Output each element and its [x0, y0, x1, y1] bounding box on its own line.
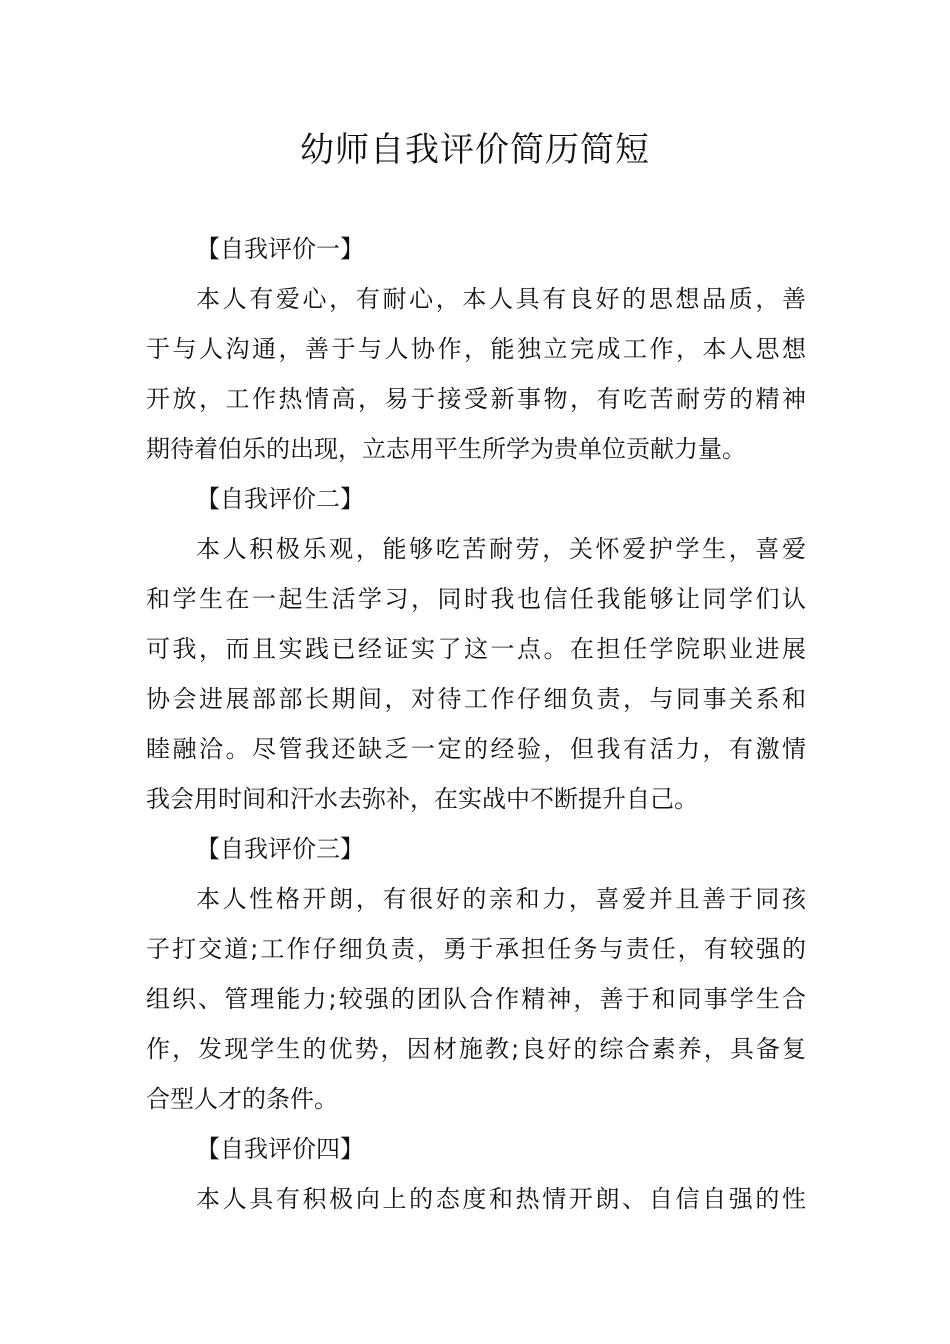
- section-paragraph-3: [146, 874, 806, 1124]
- paragraph-line: 合型人才的条件。: [146, 1085, 338, 1113]
- paragraph-line: 本人性格开朗，有很好的亲和力，喜爱并且善于同孩: [196, 885, 806, 913]
- paragraph-line: 组织、管理能力;较强的团队合作精神，善于和同事学生合: [146, 985, 806, 1013]
- paragraph-line: 本人积极乐观，能够吃苦耐劳，关怀爱护学生，喜爱: [196, 535, 806, 563]
- paragraph-line: 期待着伯乐的出现，立志用平生所学为贵单位贡献力量。: [146, 435, 746, 463]
- paragraph-line: 本人具有积极向上的态度和热情开朗、自信自强的性: [196, 1185, 806, 1213]
- section-paragraph-4: [146, 1174, 806, 1224]
- section-heading-2: 【自我评价二】: [196, 485, 364, 513]
- section-heading-4: 【自我评价四】: [196, 1135, 364, 1163]
- paragraph-line: 协会进展部部长期间，对待工作仔细负责，与同事关系和: [146, 685, 806, 713]
- paragraph-line: 于与人沟通，善于与人协作，能独立完成工作，本人思想: [146, 335, 806, 363]
- paragraph-line: 开放，工作热情高，易于接受新事物，有吃苦耐劳的精神: [146, 385, 806, 413]
- paragraph-line: 和学生在一起生活学习，同时我也信任我能够让同学们认: [146, 585, 806, 613]
- paragraph-line: 睦融洽。尽管我还缺乏一定的经验，但我有活力，有激情: [146, 735, 806, 763]
- section-heading-1: 【自我评价一】: [196, 235, 364, 263]
- section-paragraph-1: [146, 274, 806, 474]
- document-body: [146, 224, 806, 1224]
- paragraph-line: 本人有爱心，有耐心，本人具有良好的思想品质，善: [196, 285, 806, 313]
- paragraph-line: 作，发现学生的优势，因材施教;良好的综合素养，具备复: [146, 1035, 806, 1063]
- section-heading-3: 【自我评价三】: [196, 835, 364, 863]
- section-paragraph-2: [146, 524, 806, 824]
- paragraph-line: 我会用时间和汗水去弥补，在实战中不断提升自己。: [146, 785, 698, 813]
- paragraph-line: 子打交道;工作仔细负责，勇于承担任务与责任，有较强的: [146, 935, 806, 963]
- document-title: 幼师自我评价简历简短: [300, 130, 650, 170]
- paragraph-line: 可我，而且实践已经证实了这一点。在担任学院职业进展: [146, 635, 806, 663]
